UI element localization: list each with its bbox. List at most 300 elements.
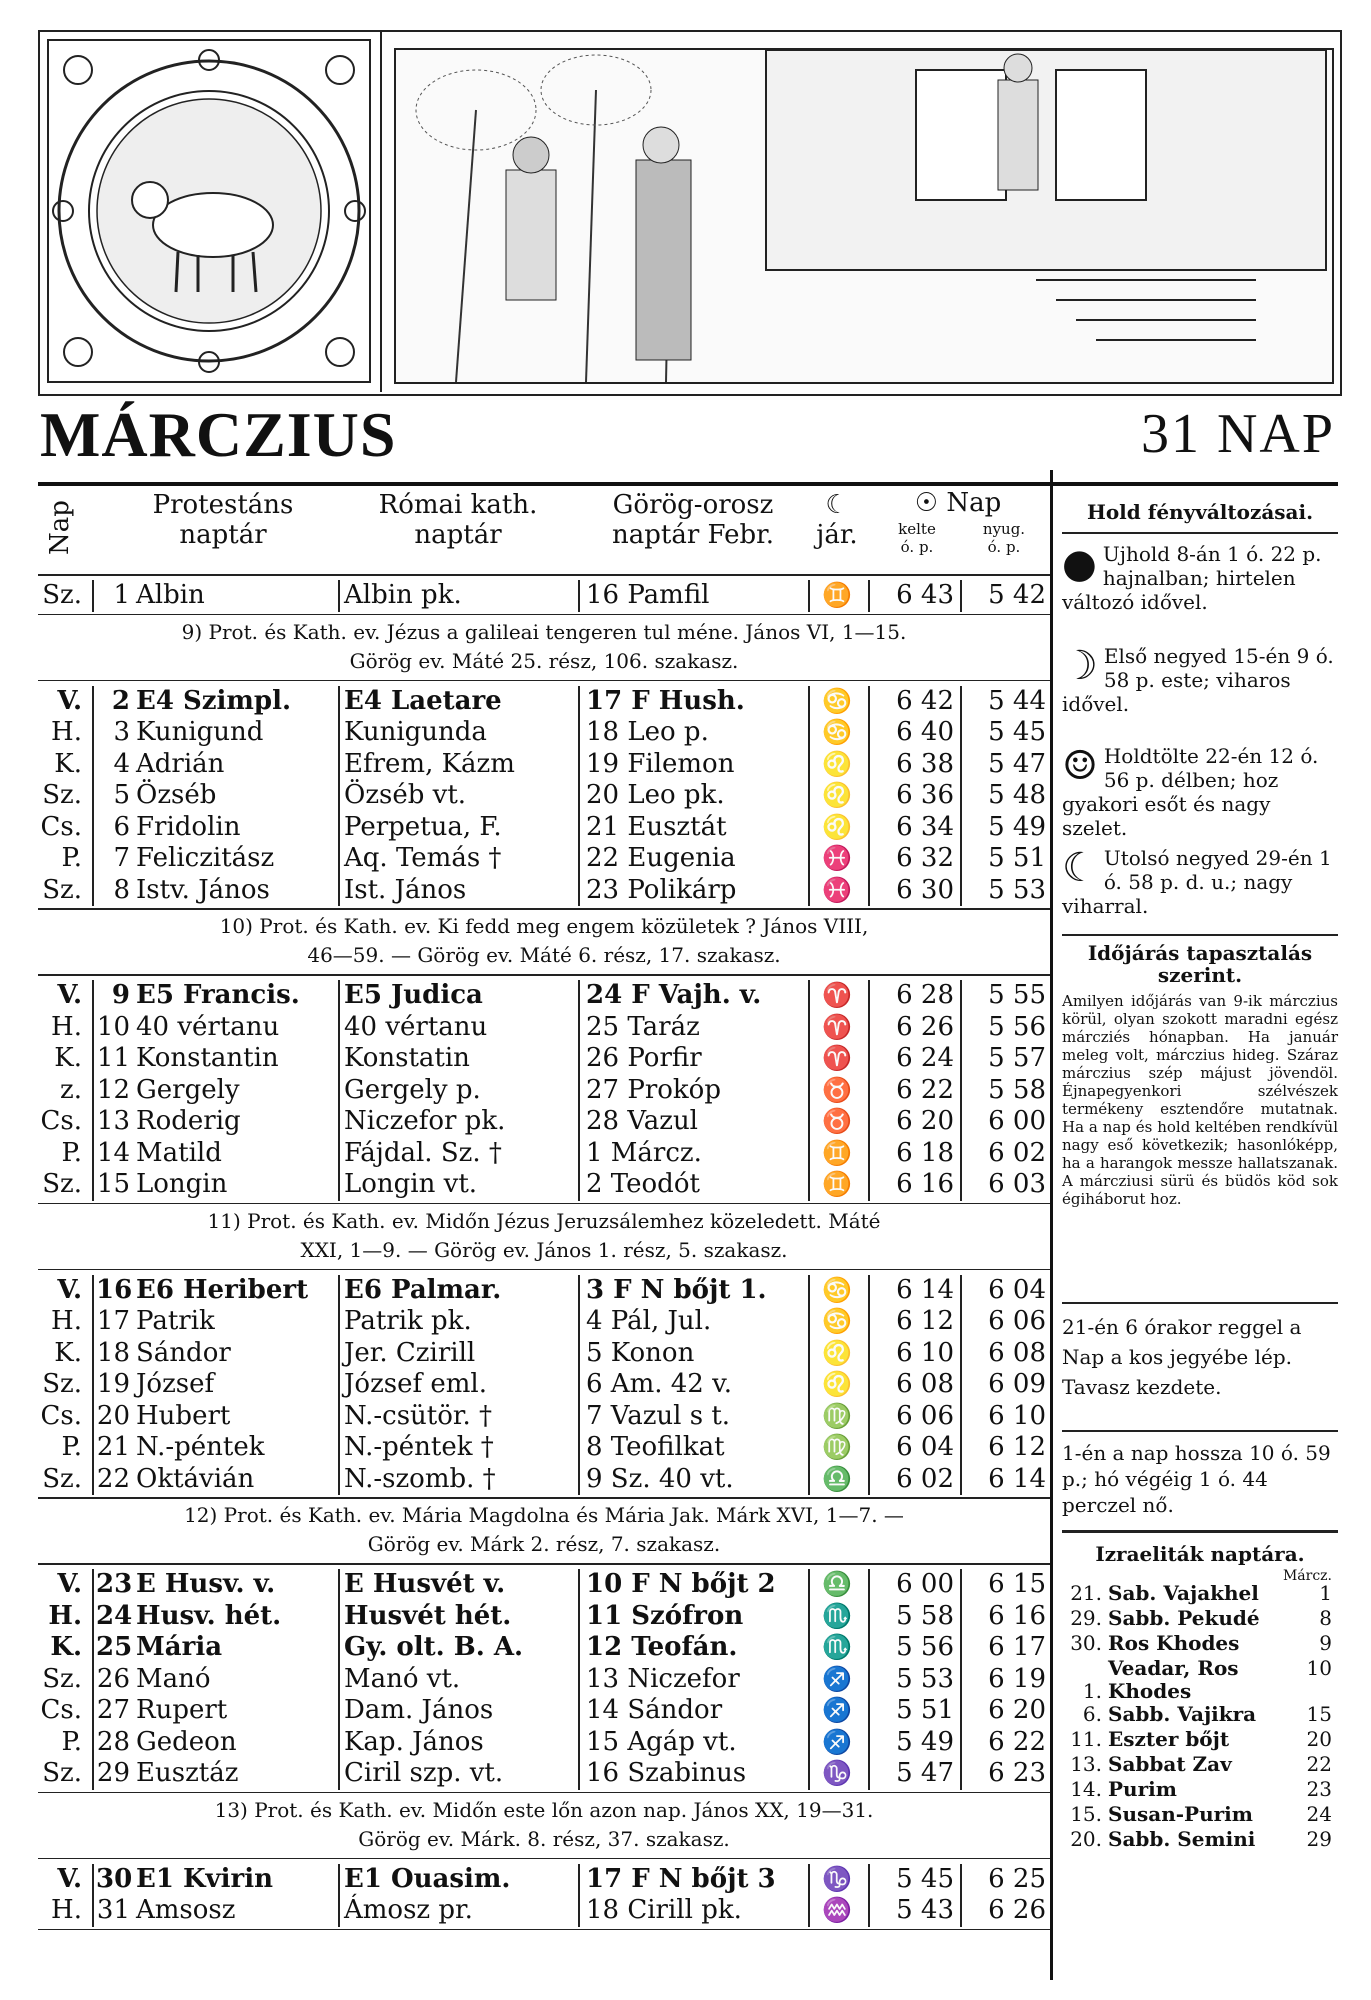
sunset-time: 5 56 bbox=[988, 1011, 1046, 1042]
jewish-day: 20 bbox=[1306, 1727, 1332, 1751]
block-rule bbox=[38, 1858, 1050, 1860]
day-number: 17 bbox=[96, 1306, 130, 1336]
jewish-date: 6. bbox=[1082, 1702, 1102, 1726]
protestant-name: Eusztáz bbox=[136, 1758, 239, 1788]
day-abbrev: Sz. bbox=[42, 1169, 82, 1199]
sunset-time: 5 47 bbox=[988, 748, 1046, 779]
sunrise-time: 6 36 bbox=[896, 780, 954, 810]
catholic-name: Gy. olt. B. A. bbox=[344, 1632, 524, 1662]
column-divider bbox=[960, 1569, 962, 1790]
day-number: 9 bbox=[111, 980, 130, 1010]
day-abbrev: K. bbox=[54, 1043, 82, 1073]
day-abbrev: H. bbox=[51, 1895, 82, 1925]
daylen-rule bbox=[1062, 1430, 1338, 1432]
catholic-name: Manó vt. bbox=[344, 1663, 461, 1694]
gospel-note-line: 13) Prot. és Kath. ev. Midőn este lőn azon nap. János XX, 19—31. bbox=[214, 1797, 874, 1822]
col-rom-h2: naptár bbox=[414, 520, 502, 550]
block-rule bbox=[38, 1563, 1050, 1565]
jewish-row bbox=[1062, 1803, 1338, 1826]
sunset-time: 5 45 bbox=[988, 717, 1046, 747]
column-divider bbox=[868, 1569, 870, 1790]
catholic-name: Patrik pk. bbox=[344, 1306, 472, 1336]
catholic-name: Gergely p. bbox=[344, 1074, 481, 1105]
day-abbrev: K. bbox=[50, 1632, 82, 1662]
orthodox-name: 28 Vazul bbox=[586, 1106, 698, 1136]
zodiac-icon: ♋ bbox=[822, 686, 852, 715]
day-number: 2 bbox=[111, 685, 130, 716]
jewish-date: 30. bbox=[1070, 1631, 1102, 1655]
column-divider bbox=[808, 1569, 810, 1790]
first-quarter-icon: ☽ bbox=[1062, 643, 1098, 689]
day-abbrev: Sz. bbox=[42, 780, 82, 810]
column-divider bbox=[578, 686, 580, 907]
day-number: 29 bbox=[96, 1758, 130, 1788]
catholic-name: Ciril szp. vt. bbox=[344, 1758, 504, 1788]
block-rule bbox=[38, 1497, 1050, 1499]
block-rule bbox=[38, 974, 1050, 976]
sunset-time: 5 44 bbox=[988, 685, 1046, 716]
zodiac-icon: ♎ bbox=[822, 1570, 852, 1598]
catholic-name: E4 Laetare bbox=[344, 685, 502, 716]
orthodox-name: 11 Szófron bbox=[586, 1600, 744, 1631]
day-number: 21 bbox=[96, 1432, 130, 1462]
sunrise-time: 5 47 bbox=[896, 1758, 954, 1788]
col-nap: Nap bbox=[45, 500, 75, 555]
sunrise-time: 6 04 bbox=[896, 1432, 954, 1462]
sunset-time: 6 14 bbox=[988, 1463, 1046, 1494]
day-number: 24 bbox=[96, 1600, 133, 1631]
sunset-time: 5 49 bbox=[988, 811, 1046, 842]
day-abbrev: Sz. bbox=[42, 1758, 82, 1788]
catholic-name: Fájdal. Sz. † bbox=[344, 1137, 502, 1168]
zodiac-icon: ♉ bbox=[822, 1075, 852, 1104]
col-prot-h2: naptár bbox=[179, 520, 267, 550]
jewish-row bbox=[1062, 1607, 1338, 1630]
sunset-time: 6 16 bbox=[988, 1600, 1046, 1631]
orthodox-name: 14 Sándor bbox=[586, 1695, 723, 1725]
sunset-time: 6 08 bbox=[988, 1337, 1046, 1368]
column-divider bbox=[578, 1864, 580, 1927]
sunrise-time: 5 53 bbox=[896, 1663, 954, 1694]
day-number: 8 bbox=[113, 874, 130, 905]
jewish-day: 22 bbox=[1306, 1752, 1332, 1776]
catholic-name: József eml. bbox=[344, 1369, 488, 1399]
column-divider bbox=[808, 1275, 810, 1496]
block-rule bbox=[38, 1792, 1050, 1794]
jewish-row bbox=[1062, 1657, 1338, 1703]
protestant-name: E4 Szimpl. bbox=[136, 685, 291, 716]
protestant-name: Longin bbox=[136, 1169, 228, 1199]
column-divider bbox=[960, 1275, 962, 1496]
moon-phase-full-text: Holdtölte 22-én 12 ó. 56 p. délben; hoz gyakori esőt és nagy szelet. bbox=[1062, 744, 1319, 840]
column-divider bbox=[960, 980, 962, 1201]
zodiac-icon: ♊ bbox=[822, 1170, 852, 1198]
orthodox-name: 25 Taráz bbox=[586, 1011, 700, 1042]
orthodox-name: 18 Cirill pk. bbox=[586, 1895, 742, 1925]
jewish-event: Veadar, Ros Khodes bbox=[1108, 1656, 1239, 1703]
column-divider bbox=[868, 686, 870, 907]
day-number: 7 bbox=[113, 843, 130, 873]
jewish-event: Ros Khodes bbox=[1108, 1631, 1240, 1655]
jewish-date: 20. bbox=[1070, 1827, 1102, 1851]
column-divider bbox=[338, 1864, 340, 1927]
zodiac-icon: ♏ bbox=[822, 1601, 852, 1630]
catholic-name: Efrem, Kázm bbox=[344, 748, 515, 779]
sunset-time: 5 53 bbox=[988, 874, 1046, 905]
sunrise-time: 6 20 bbox=[896, 1106, 954, 1136]
column-divider bbox=[338, 1569, 340, 1790]
moon-phase-first bbox=[1062, 644, 1338, 740]
sunrise-time: 5 45 bbox=[896, 1863, 954, 1894]
sunrise-time: 6 30 bbox=[896, 874, 954, 905]
day-abbrev: Cs. bbox=[40, 811, 82, 842]
protestant-name: Konstantin bbox=[136, 1043, 279, 1073]
sunrise-time: 6 00 bbox=[896, 1569, 954, 1599]
catholic-name: Konstatin bbox=[344, 1043, 470, 1073]
sunset-time: 6 23 bbox=[988, 1758, 1046, 1788]
jewish-day: 24 bbox=[1306, 1802, 1332, 1826]
jewish-day: 1 bbox=[1319, 1581, 1332, 1605]
protestant-name: Manó bbox=[136, 1663, 211, 1694]
catholic-name: E5 Judica bbox=[344, 980, 483, 1010]
sunset-time: 6 17 bbox=[988, 1632, 1046, 1662]
day-abbrev: V. bbox=[57, 1569, 82, 1599]
day-number: 13 bbox=[96, 1106, 130, 1136]
jewish-event: Susan-Purim bbox=[1108, 1802, 1253, 1826]
protestant-name: Amsosz bbox=[136, 1895, 236, 1925]
col-sun bbox=[868, 488, 1048, 518]
day-number: 25 bbox=[96, 1632, 133, 1662]
sunset-time: 6 15 bbox=[988, 1569, 1046, 1599]
sunrise-time: 5 58 bbox=[896, 1600, 954, 1631]
jewish-title: Izraeliták naptára. bbox=[1095, 1542, 1305, 1566]
zodiac-icon: ♈ bbox=[822, 981, 852, 1009]
jewish-date: 13. bbox=[1070, 1752, 1102, 1776]
catholic-name: Ámosz pr. bbox=[344, 1895, 473, 1925]
zodiac-icon: ♋ bbox=[822, 718, 852, 746]
sunrise-time: 6 28 bbox=[896, 980, 954, 1010]
sunrise-time: 6 22 bbox=[896, 1074, 954, 1105]
column-divider bbox=[92, 1275, 94, 1496]
zodiac-icon: ♊ bbox=[822, 1138, 852, 1167]
sunrise-time: 5 56 bbox=[896, 1632, 954, 1662]
zodiac-icon: ♐ bbox=[822, 1727, 852, 1756]
sunrise-time: 6 38 bbox=[896, 748, 954, 779]
day-number: 1 bbox=[113, 580, 130, 610]
day-number: 23 bbox=[96, 1569, 133, 1599]
day-number: 12 bbox=[96, 1074, 130, 1105]
zodiac-icon: ♐ bbox=[822, 1664, 852, 1693]
protestant-name: Husv. hét. bbox=[136, 1600, 282, 1631]
moon-phase-new bbox=[1062, 542, 1338, 638]
orthodox-name: 16 Pamfil bbox=[586, 580, 710, 610]
sunset-time: 6 25 bbox=[988, 1863, 1046, 1894]
zodiac-icon: ♏ bbox=[822, 1633, 852, 1661]
column-divider bbox=[578, 1569, 580, 1790]
jewish-rule bbox=[1062, 1530, 1338, 1533]
block-rule bbox=[38, 1269, 1050, 1271]
catholic-name: Niczefor pk. bbox=[344, 1106, 506, 1136]
zodiac-icon: ♌ bbox=[822, 781, 852, 809]
jewish-row bbox=[1062, 1703, 1338, 1726]
sidebar bbox=[1062, 490, 1338, 1980]
catholic-name: N.-péntek † bbox=[344, 1432, 494, 1462]
zodiac-icon: ♌ bbox=[822, 812, 852, 841]
col-nyug: nyug. bbox=[982, 520, 1026, 538]
jewish-row bbox=[1062, 1778, 1338, 1801]
zodiac-icon: ♍ bbox=[822, 1401, 852, 1430]
jewish-day: 8 bbox=[1319, 1606, 1332, 1630]
garden-scene bbox=[394, 48, 1334, 384]
day-number: 5 bbox=[113, 780, 130, 810]
sunset-time: 6 02 bbox=[988, 1137, 1046, 1168]
sunset-time: 6 03 bbox=[988, 1169, 1046, 1199]
jewish-sub: Márcz. bbox=[1282, 1568, 1332, 1584]
day-abbrev: Sz. bbox=[42, 1663, 82, 1694]
catholic-name: Longin vt. bbox=[344, 1169, 478, 1199]
day-number: 4 bbox=[113, 748, 130, 779]
gospel-note-line: Görög ev. Márk 2. rész, 7. szakasz. bbox=[367, 1532, 721, 1556]
day-number: 16 bbox=[96, 1274, 133, 1305]
catholic-name: E1 Ouasim. bbox=[344, 1863, 511, 1894]
column-divider bbox=[338, 686, 340, 907]
gospel-note-line: Görög ev. Márk. 8. rész, 37. szakasz. bbox=[358, 1826, 730, 1851]
orthodox-name: 18 Leo p. bbox=[586, 717, 709, 747]
moon-phase-first-text: Első negyed 15-én 9 ó. 58 p. este; viharos idővel. bbox=[1062, 644, 1334, 716]
column-headers bbox=[38, 490, 1050, 570]
catholic-name: Husvét hét. bbox=[344, 1600, 512, 1631]
day-number: 10 bbox=[96, 1011, 130, 1042]
protestant-name: Gedeon bbox=[136, 1726, 237, 1757]
column-divider bbox=[92, 1569, 94, 1790]
block-rule bbox=[38, 1203, 1050, 1205]
jewish-event: Sabb. Vajikra bbox=[1108, 1702, 1257, 1726]
jewish-event: Sabb. Semini bbox=[1108, 1827, 1256, 1851]
day-abbrev: Cs. bbox=[40, 1106, 82, 1136]
jewish-event: Sabbat Zav bbox=[1108, 1752, 1232, 1776]
catholic-name: Jer. Czirill bbox=[344, 1337, 476, 1368]
orthodox-name: 21 Eusztát bbox=[586, 811, 727, 842]
catholic-name: Dam. János bbox=[344, 1695, 494, 1725]
catholic-name: N.-szomb. † bbox=[344, 1463, 496, 1494]
day-abbrev: Sz. bbox=[42, 580, 82, 610]
new-moon-icon: ● bbox=[1062, 541, 1097, 587]
sunrise-time: 6 43 bbox=[896, 580, 954, 610]
sunrise-time: 5 43 bbox=[896, 1895, 954, 1925]
sunrise-time: 6 08 bbox=[896, 1369, 954, 1399]
gospel-note-line: XXI, 1—9. — Görög ev. János 1. rész, 5. szakasz. bbox=[300, 1237, 788, 1262]
protestant-name: E5 Francis. bbox=[136, 980, 300, 1010]
orthodox-name: 19 Filemon bbox=[586, 748, 735, 779]
sunset-time: 5 42 bbox=[988, 580, 1046, 610]
sunrise-time: 6 16 bbox=[896, 1169, 954, 1199]
protestant-name: E1 Kvirin bbox=[136, 1863, 274, 1894]
title-rule bbox=[38, 482, 1338, 486]
day-abbrev: H. bbox=[48, 1600, 82, 1631]
day-number: 3 bbox=[113, 717, 130, 747]
protestant-name: Fridolin bbox=[136, 811, 241, 842]
orthodox-name: 4 Pál, Jul. bbox=[586, 1306, 712, 1336]
day-number: 31 bbox=[96, 1895, 130, 1925]
day-abbrev: Sz. bbox=[42, 1369, 82, 1399]
weather-rule bbox=[1062, 934, 1338, 936]
jewish-date: 29. bbox=[1070, 1606, 1102, 1630]
zodiac-icon: ♌ bbox=[822, 1338, 852, 1367]
gospel-note-line: 12) Prot. és Kath. ev. Mária Magdolna és Mária Jak. Márk XVI, 1—7. — bbox=[184, 1503, 904, 1527]
orthodox-name: 20 Leo pk. bbox=[586, 780, 725, 810]
zodiac-icon: ♐ bbox=[822, 1696, 852, 1724]
column-divider bbox=[578, 1275, 580, 1496]
orthodox-name: 8 Teofilkat bbox=[586, 1432, 725, 1462]
sunrise-time: 6 18 bbox=[896, 1137, 954, 1168]
zodiac-icon: ♍ bbox=[822, 1433, 852, 1461]
col-kelte-unit: ó. p. bbox=[900, 538, 934, 556]
day-number: 14 bbox=[96, 1137, 130, 1168]
zodiac-icon: ♓ bbox=[822, 875, 852, 904]
zodiac-icon: ♓ bbox=[822, 844, 852, 872]
sunset-time: 6 10 bbox=[988, 1400, 1046, 1431]
sunset-time: 6 20 bbox=[988, 1695, 1046, 1725]
spring-note: 21-én 6 órakor reggel a Nap a kos jegyébe lép. Tavasz kezdete. bbox=[1062, 1315, 1302, 1399]
moon-phases-title: Hold fényváltozásai. bbox=[1086, 500, 1314, 524]
zodiac-icon: ♊ bbox=[822, 581, 852, 609]
day-abbrev: Sz. bbox=[42, 874, 82, 905]
column-divider bbox=[960, 686, 962, 907]
jewish-day: 23 bbox=[1306, 1777, 1332, 1801]
protestant-name: Feliczitász bbox=[136, 843, 275, 873]
day-abbrev: V. bbox=[57, 685, 82, 716]
day-number: 18 bbox=[96, 1337, 130, 1368]
day-abbrev: K. bbox=[54, 1337, 82, 1368]
day-abbrev: P. bbox=[61, 843, 82, 873]
weather-title: Időjárás tapasztalás szerint. bbox=[1087, 941, 1313, 987]
protestant-name: Özséb bbox=[136, 780, 217, 810]
jewish-row bbox=[1062, 1828, 1338, 1851]
day-abbrev: H. bbox=[51, 1306, 82, 1336]
day-number: 27 bbox=[96, 1695, 130, 1725]
day-number: 22 bbox=[96, 1463, 130, 1494]
daylength-note: 1-én a nap hossza 10 ó. 59 p.; hó végéig 1 ó. 44 perczel nő. bbox=[1062, 1441, 1331, 1517]
sunrise-time: 6 12 bbox=[896, 1306, 954, 1336]
day-abbrev: V. bbox=[57, 980, 82, 1010]
catholic-name: Kunigunda bbox=[344, 717, 487, 747]
jewish-day: 9 bbox=[1319, 1631, 1332, 1655]
jewish-row bbox=[1062, 1753, 1338, 1776]
month-title: MÁRCZIUS bbox=[40, 399, 397, 470]
day-abbrev: Cs. bbox=[40, 1400, 82, 1431]
orthodox-name: 1 Márcz. bbox=[586, 1137, 702, 1168]
day-abbrev: V. bbox=[57, 1274, 82, 1305]
day-number: 19 bbox=[96, 1369, 130, 1399]
orthodox-name: 17 F N bőjt 3 bbox=[586, 1863, 776, 1894]
col-rom-h1: Római kath. bbox=[378, 490, 538, 520]
orthodox-name: 5 Konon bbox=[586, 1337, 695, 1368]
col-gor-h1: Görög-orosz bbox=[612, 490, 774, 520]
moon-phase-full bbox=[1062, 744, 1338, 844]
orthodox-name: 2 Teodót bbox=[586, 1169, 700, 1199]
col-gor-h2: naptár Febr. bbox=[611, 520, 775, 550]
header-bottom-rule bbox=[38, 574, 1050, 576]
jewish-day: 29 bbox=[1306, 1827, 1332, 1851]
moon-phase-last-text: Utolsó negyed 29-én 1 ó. 58 p. d. u.; nagy viharral. bbox=[1062, 846, 1332, 918]
day-abbrev: V. bbox=[57, 1863, 82, 1894]
protestant-name: Istv. János bbox=[136, 874, 270, 905]
column-divider bbox=[92, 686, 94, 907]
zodiac-icon: ♉ bbox=[822, 1107, 852, 1135]
sunrise-time: 6 34 bbox=[896, 811, 954, 842]
protestant-name: Gergely bbox=[136, 1074, 240, 1105]
protestant-name: Sándor bbox=[136, 1337, 231, 1368]
zodiac-icon: ♋ bbox=[822, 1275, 852, 1304]
jewish-date: 21. bbox=[1070, 1581, 1102, 1605]
zodiac-icon: ♌ bbox=[822, 1370, 852, 1398]
column-divider bbox=[808, 580, 810, 612]
sunrise-time: 6 02 bbox=[896, 1463, 954, 1494]
protestant-name: 40 vértanu bbox=[136, 1011, 280, 1042]
jewish-date: 1. bbox=[1082, 1679, 1102, 1703]
protestant-name: Albin bbox=[136, 580, 205, 610]
column-divider bbox=[808, 1864, 810, 1927]
gospel-note-line: 11) Prot. és Kath. ev. Midőn Jézus Jeruzsálemhez közeledett. Máté bbox=[207, 1208, 881, 1233]
protestant-name: Hubert bbox=[136, 1400, 231, 1431]
protestant-name: N.-péntek bbox=[136, 1432, 265, 1462]
catholic-name: Özséb vt. bbox=[344, 780, 467, 810]
column-divider bbox=[338, 1275, 340, 1496]
gospel-note bbox=[38, 1207, 1050, 1265]
zodiac-icon: ♌ bbox=[822, 749, 852, 778]
catholic-name: 40 vértanu bbox=[344, 1011, 488, 1042]
sunset-time: 6 26 bbox=[988, 1895, 1046, 1925]
column-divider bbox=[92, 980, 94, 1201]
block-rule bbox=[38, 908, 1050, 910]
orthodox-name: 3 F N bőjt 1. bbox=[586, 1274, 767, 1305]
sunset-time: 6 19 bbox=[988, 1663, 1046, 1694]
orthodox-name: 24 F Vajh. v. bbox=[586, 980, 762, 1010]
column-divider bbox=[868, 980, 870, 1201]
sunrise-time: 6 10 bbox=[896, 1337, 954, 1368]
zodiac-icon: ♒ bbox=[822, 1896, 852, 1924]
col-kelte: kelte bbox=[898, 520, 936, 538]
day-abbrev: P. bbox=[61, 1432, 82, 1462]
protestant-name: Oktávián bbox=[136, 1463, 255, 1494]
day-abbrev: P. bbox=[61, 1137, 82, 1168]
sunrise-time: 6 14 bbox=[896, 1274, 954, 1305]
orthodox-name: 7 Vazul s t. bbox=[586, 1400, 731, 1431]
calendar-table bbox=[38, 580, 1050, 1980]
spring-rule bbox=[1062, 1302, 1338, 1304]
sunset-time: 5 55 bbox=[988, 980, 1046, 1010]
last-quarter-icon: ☾ bbox=[1062, 845, 1098, 891]
sunrise-time: 6 24 bbox=[896, 1043, 954, 1073]
sunset-time: 6 22 bbox=[988, 1726, 1046, 1757]
full-moon-icon: ☺ bbox=[1062, 743, 1098, 789]
jewish-date: 11. bbox=[1070, 1727, 1102, 1751]
day-abbrev: P. bbox=[61, 1726, 82, 1757]
orthodox-name: 9 Sz. 40 vt. bbox=[586, 1463, 734, 1494]
sunrise-time: 6 42 bbox=[896, 685, 954, 716]
moon-title-rule bbox=[1062, 532, 1338, 534]
column-divider bbox=[578, 580, 580, 612]
block-rule bbox=[38, 680, 1050, 682]
orthodox-name: 10 F N bőjt 2 bbox=[586, 1569, 776, 1599]
gospel-note bbox=[38, 618, 1050, 676]
orthodox-name: 17 F Hush. bbox=[586, 685, 745, 716]
sunset-time: 5 51 bbox=[988, 843, 1046, 873]
zodiac-icon: ♑ bbox=[822, 1759, 852, 1787]
gospel-note bbox=[38, 912, 1050, 970]
column-divider bbox=[868, 1275, 870, 1496]
zodiac-icon: ♈ bbox=[822, 1012, 852, 1041]
